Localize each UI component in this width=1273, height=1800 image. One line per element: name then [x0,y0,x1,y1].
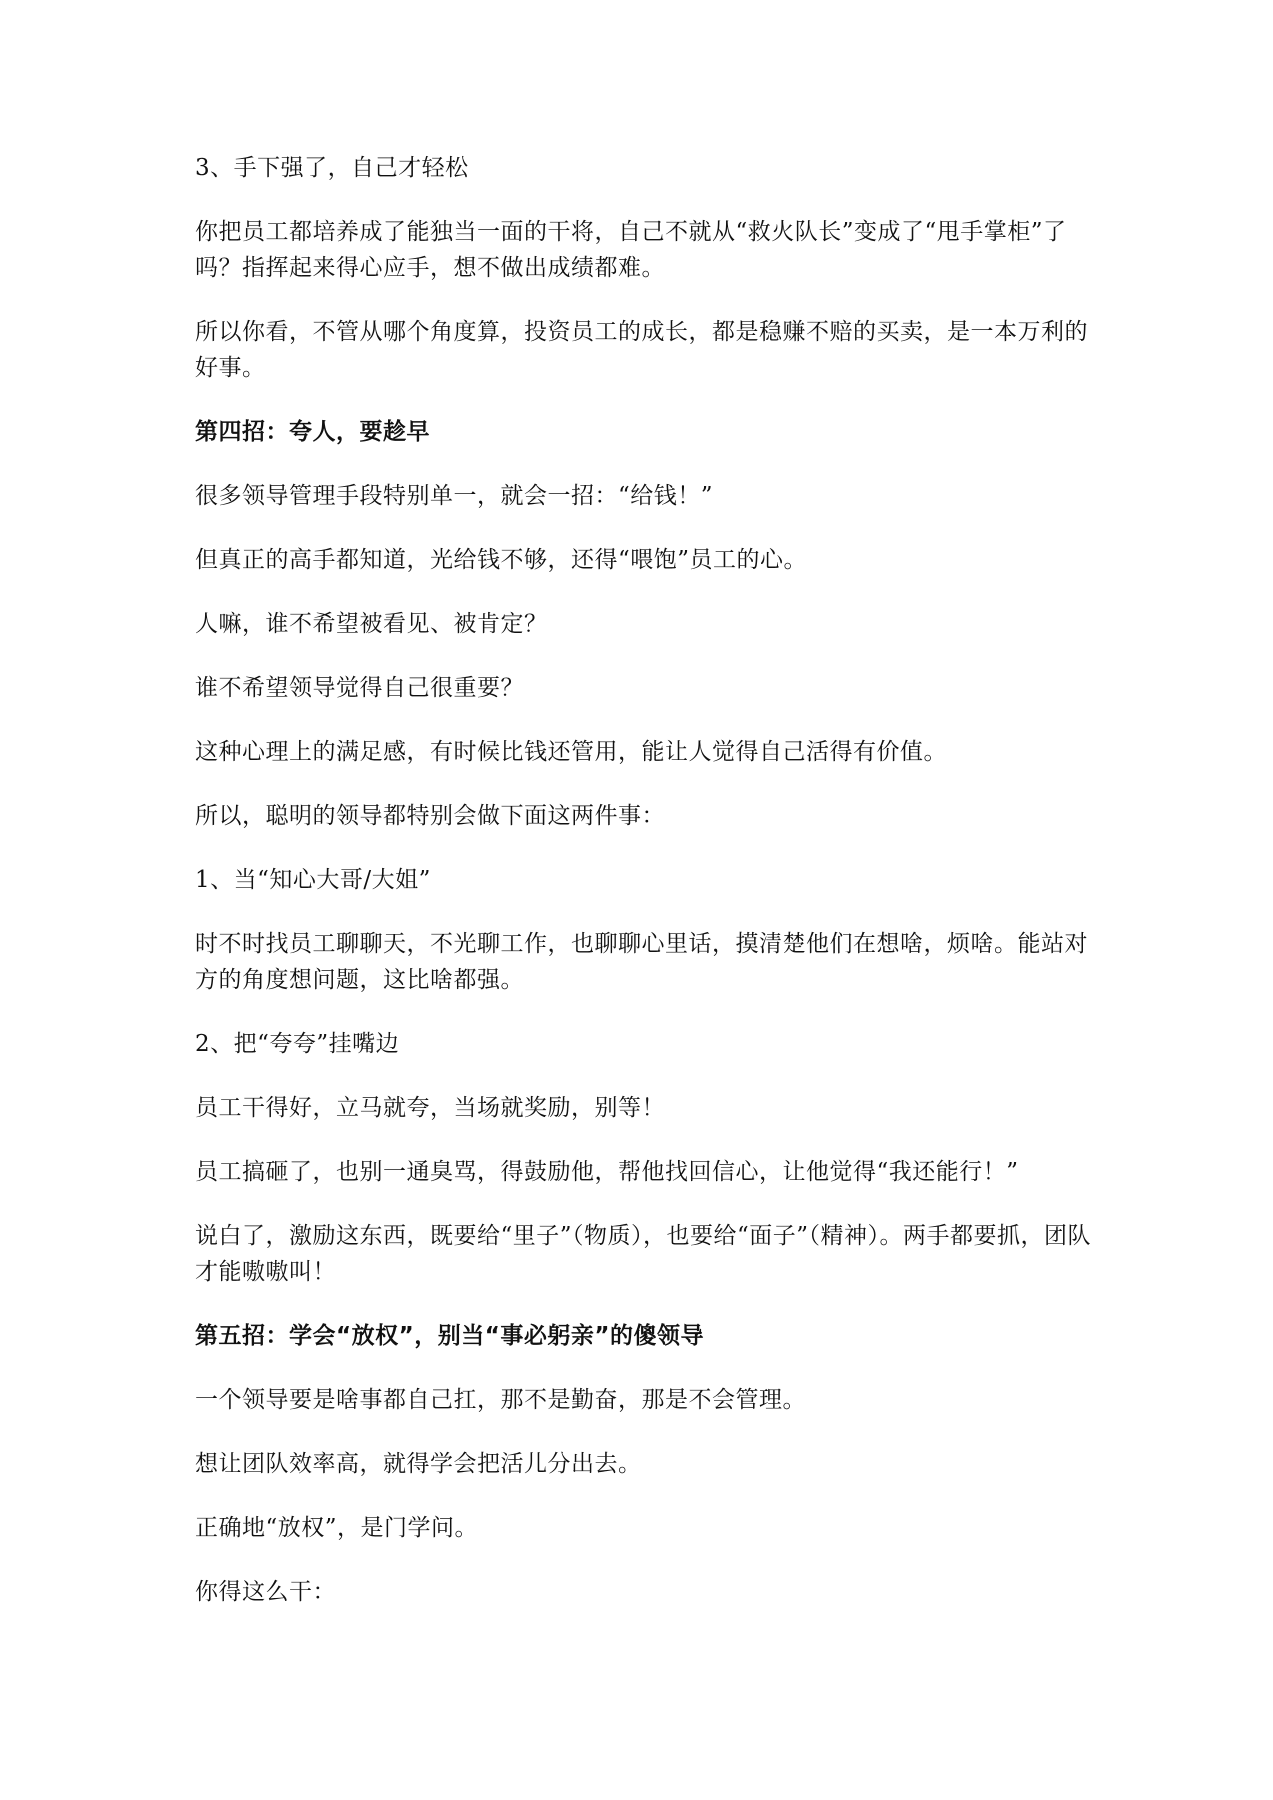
paragraph: 一个领导要是啥事都自己扛，那不是勤奋，那是不会管理。 [195,1387,806,1413]
paragraph: 员工干得好，立马就夸，当场就奖励，别等！ [195,1095,665,1121]
paragraph: 所以，聪明的领导都特别会做下面这两件事： [195,803,665,829]
paragraph: 人嘛，谁不希望被看见、被肯定？ [195,611,548,637]
list-item-heading-1: 1、当“知心大哥/大姐” [195,867,431,893]
paragraph: 但真正的高手都知道，光给钱不够，还得“喂饱”员工的心。 [195,547,808,573]
paragraph: 说白了，激励这东西，既要给“里子”（物质），也要给“面子”（精神）。两手都要抓，团队才能嗷嗷叫！ [195,1223,1092,1285]
paragraph: 所以你看，不管从哪个角度算，投资员工的成长，都是稳赚不赔的买卖，是一本万利的好事。 [195,319,1088,381]
paragraph: 谁不希望领导觉得自己很重要？ [195,675,524,701]
paragraph: 很多领导管理手段特别单一，就会一招：“给钱！” [195,483,714,509]
paragraph: 你把员工都培养成了能独当一面的干将，自己不就从“救火队长”变成了“甩手掌柜”了吗？指挥起来得心应手，想不做出成绩都难。 [195,219,1067,281]
paragraph: 员工搞砸了，也别一通臭骂，得鼓励他，帮他找回信心，让他觉得“我还能行！” [195,1159,1019,1185]
list-item-heading-2: 2、把“夸夸”挂嘴边 [195,1031,400,1057]
paragraph: 正确地“放权”，是门学问。 [195,1515,479,1541]
paragraph: 你得这么干： [195,1579,336,1605]
paragraph: 这种心理上的满足感，有时候比钱还管用，能让人觉得自己活得有价值。 [195,739,947,765]
section-heading-5: 第五招：学会“放权”，别当“事必躬亲”的傻领导 [195,1323,704,1349]
paragraph: 时不时找员工聊聊天，不光聊工作，也聊聊心里话，摸清楚他们在想啥，烦啥。能站对方的角度想问题，这比啥都强。 [195,931,1088,993]
section-heading-4: 第四招：夸人，要趁早 [195,419,430,445]
list-item-heading-3: 3、手下强了，自己才轻松 [195,155,469,181]
paragraph: 想让团队效率高，就得学会把活儿分出去。 [195,1451,642,1477]
document-body [195,150,1095,1638]
